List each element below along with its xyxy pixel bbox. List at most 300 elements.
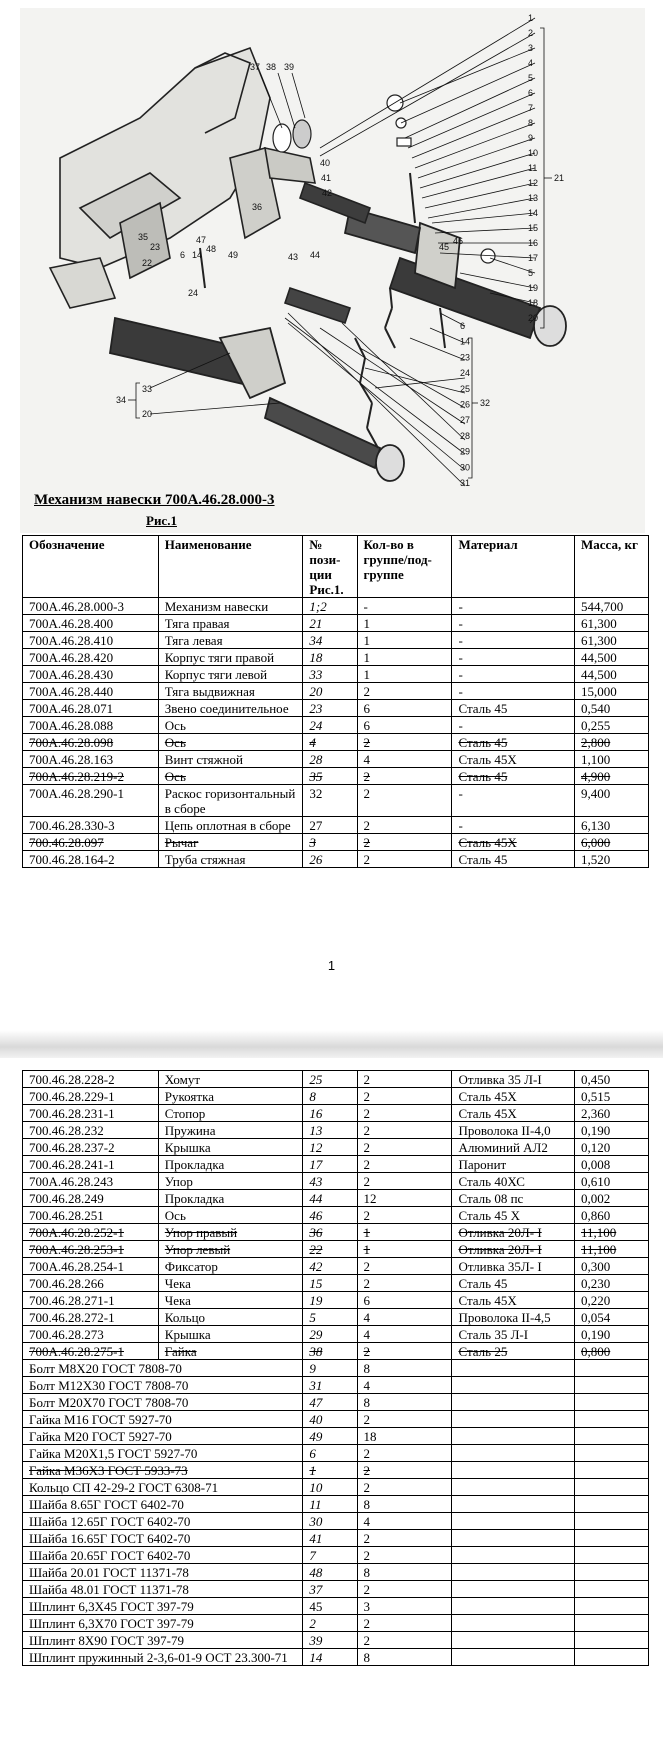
- cell-material: Сталь 45: [452, 700, 575, 717]
- cell-mass: 0,120: [575, 1139, 649, 1156]
- cell-quantity: 2: [357, 1139, 452, 1156]
- cell-code: 700А.46.28.410: [23, 632, 159, 649]
- cell-name: Цепь оплотная в сборе: [158, 817, 303, 834]
- cell-name: Упор правый: [158, 1224, 303, 1241]
- cell-material: Сталь 45Х: [452, 751, 575, 768]
- cell-position: 37: [303, 1581, 357, 1598]
- cell-position: 6: [303, 1445, 357, 1462]
- cell-position: 15: [303, 1275, 357, 1292]
- cell-code: 700.46.28.232: [23, 1122, 159, 1139]
- table-row: [23, 1139, 649, 1156]
- cell-name: Шплинт 6,3Х70 ГОСТ 397-79: [23, 1615, 303, 1632]
- callout-label: 39: [284, 62, 295, 72]
- assembly-drawing: [20, 8, 645, 533]
- cell-quantity: 2: [357, 1105, 452, 1122]
- cell-material: Сталь 45 Х: [452, 1207, 575, 1224]
- cell-position: 41: [303, 1530, 357, 1547]
- callout-label: 17: [528, 253, 539, 263]
- cell-position: 31: [303, 1377, 357, 1394]
- cell-name: Шайба 48.01 ГОСТ 11371-78: [23, 1581, 303, 1598]
- cell-material: Алюминий АЛ2: [452, 1139, 575, 1156]
- cell-name: Кольцо: [158, 1309, 303, 1326]
- cell-position: 33: [303, 666, 357, 683]
- cell-mass: [575, 1530, 649, 1547]
- cell-code: 700.46.28.249: [23, 1190, 159, 1207]
- cell-mass: 0,800: [575, 1343, 649, 1360]
- cell-code: 700А.46.28.000-3: [23, 598, 159, 615]
- cell-quantity: 4: [357, 1377, 452, 1394]
- table-row: [23, 785, 649, 817]
- cell-name: Шплинт 8Х90 ГОСТ 397-79: [23, 1632, 303, 1649]
- callout-label: 44: [310, 250, 321, 260]
- cell-mass: [575, 1462, 649, 1479]
- table-row: [23, 1224, 649, 1241]
- cell-quantity: 2: [357, 1632, 452, 1649]
- header-quantity: Кол-во в группе/под-группе: [357, 536, 452, 598]
- table-row: [23, 851, 649, 868]
- callout-label: 34: [116, 395, 127, 405]
- cell-material: [452, 1479, 575, 1496]
- cell-position: 8: [303, 1088, 357, 1105]
- cell-material: -: [452, 598, 575, 615]
- cell-quantity: 4: [357, 1326, 452, 1343]
- cell-quantity: 4: [357, 1309, 452, 1326]
- cell-quantity: 1: [357, 666, 452, 683]
- cell-material: -: [452, 666, 575, 683]
- table-row: [23, 734, 649, 751]
- cell-name: Пружина: [158, 1122, 303, 1139]
- table-row: [23, 717, 649, 734]
- cell-code: 700А.46.28.275-1: [23, 1343, 159, 1360]
- cell-material: -: [452, 632, 575, 649]
- cell-mass: 61,300: [575, 632, 649, 649]
- table-row: [23, 1207, 649, 1224]
- cell-quantity: 1: [357, 1241, 452, 1258]
- callout-label: 26: [460, 399, 471, 410]
- cell-quantity: 1: [357, 1224, 452, 1241]
- callout-label: 1: [528, 13, 534, 23]
- cell-position: 38: [303, 1343, 357, 1360]
- cell-name: Рукоятка: [158, 1088, 303, 1105]
- callout-label: 6: [180, 250, 186, 260]
- cell-code: 700А.46.28.219-2: [23, 768, 159, 785]
- table-row: [23, 598, 649, 615]
- cell-name: Шплинт 6,3Х45 ГОСТ 397-79: [23, 1598, 303, 1615]
- cell-code: 700А.46.28.071: [23, 700, 159, 717]
- callout-label: 30: [460, 462, 471, 473]
- cell-code: 700А.46.28.420: [23, 649, 159, 666]
- cell-mass: [575, 1649, 649, 1666]
- callout-label: 12: [528, 178, 539, 188]
- parts-table-page-1: [22, 535, 649, 868]
- cell-material: [452, 1377, 575, 1394]
- callout-label: 20: [528, 313, 539, 323]
- cell-quantity: 2: [357, 1615, 452, 1632]
- callout-label: 14: [192, 250, 203, 260]
- cell-material: Сталь 45: [452, 851, 575, 868]
- cell-quantity: 2: [357, 834, 452, 851]
- cell-code: 700.46.28.271-1: [23, 1292, 159, 1309]
- cell-code: 700А.46.28.098: [23, 734, 159, 751]
- cell-mass: 2,360: [575, 1105, 649, 1122]
- cell-quantity: 2: [357, 768, 452, 785]
- cell-quantity: 12: [357, 1190, 452, 1207]
- cell-quantity: 2: [357, 1530, 452, 1547]
- cell-name: Винт стяжной: [158, 751, 303, 768]
- cell-material: Сталь 08 пс: [452, 1190, 575, 1207]
- cell-name: Тяга выдвижная: [158, 683, 303, 700]
- cell-name: Шайба 16.65Г ГОСТ 6402-70: [23, 1530, 303, 1547]
- table-row: [23, 1496, 649, 1513]
- table-row: [23, 834, 649, 851]
- cell-position: 49: [303, 1428, 357, 1445]
- callout-label: 37: [250, 62, 261, 72]
- callout-label: 13: [528, 193, 539, 203]
- table-row: [23, 1411, 649, 1428]
- cell-mass: 4,900: [575, 768, 649, 785]
- table-row: [23, 1173, 649, 1190]
- cell-mass: [575, 1581, 649, 1598]
- cell-position: 17: [303, 1156, 357, 1173]
- cell-material: Сталь 45Х: [452, 1105, 575, 1122]
- table-row: [23, 1530, 649, 1547]
- cell-material: [452, 1547, 575, 1564]
- callout-label: 46: [453, 236, 464, 246]
- cell-quantity: 2: [357, 785, 452, 817]
- cell-material: [452, 1530, 575, 1547]
- cell-code: 700.46.28.273: [23, 1326, 159, 1343]
- cell-material: -: [452, 615, 575, 632]
- cell-name: Тяга левая: [158, 632, 303, 649]
- cell-quantity: 2: [357, 1156, 452, 1173]
- table-row: [23, 1343, 649, 1360]
- table-row: [23, 751, 649, 768]
- table-row: [23, 1428, 649, 1445]
- cell-material: Сталь 45Х: [452, 1088, 575, 1105]
- cell-quantity: 4: [357, 751, 452, 768]
- callout-label: 4: [528, 58, 534, 68]
- cell-position: 13: [303, 1122, 357, 1139]
- cell-quantity: 1: [357, 615, 452, 632]
- cell-quantity: 2: [357, 851, 452, 868]
- cell-quantity: 2: [357, 1411, 452, 1428]
- cell-quantity: 8: [357, 1394, 452, 1411]
- cell-name: Корпус тяги левой: [158, 666, 303, 683]
- callout-label: 23: [150, 242, 161, 252]
- cell-position: 24: [303, 717, 357, 734]
- callout-label: 6: [528, 88, 534, 98]
- cell-name: Кольцо СП 42-29-2 ГОСТ 6308-71: [23, 1479, 303, 1496]
- cell-name: Стопор: [158, 1105, 303, 1122]
- cell-material: Сталь 40ХС: [452, 1173, 575, 1190]
- cell-material: Сталь 35 Л-I: [452, 1326, 575, 1343]
- cell-name: Прокладка: [158, 1190, 303, 1207]
- table-row: [23, 1615, 649, 1632]
- cell-mass: 544,700: [575, 598, 649, 615]
- cell-code: 700.46.28.231-1: [23, 1105, 159, 1122]
- table-row: [23, 1394, 649, 1411]
- cell-name: Гайка М20 ГОСТ 5927-70: [23, 1428, 303, 1445]
- cell-quantity: 2: [357, 1462, 452, 1479]
- callout-label: 5: [528, 73, 534, 83]
- cell-name: Фиксатор: [158, 1258, 303, 1275]
- cell-position: 7: [303, 1547, 357, 1564]
- cell-quantity: 2: [357, 1479, 452, 1496]
- cell-mass: [575, 1360, 649, 1377]
- cell-material: Отливка 35Л- I: [452, 1258, 575, 1275]
- table-row: [23, 1326, 649, 1343]
- cell-material: Отливка 20Л- I: [452, 1241, 575, 1258]
- table-row: [23, 683, 649, 700]
- cell-quantity: 2: [357, 1173, 452, 1190]
- callout-label: 47: [196, 235, 207, 245]
- cell-position: 45: [303, 1598, 357, 1615]
- cell-mass: 6,130: [575, 817, 649, 834]
- cell-material: Проволока II-4,0: [452, 1122, 575, 1139]
- cell-code: 700А.46.28.440: [23, 683, 159, 700]
- cell-material: Сталь 45: [452, 734, 575, 751]
- cell-name: Хомут: [158, 1071, 303, 1088]
- cell-position: 10: [303, 1479, 357, 1496]
- cell-name: Чека: [158, 1292, 303, 1309]
- cell-material: [452, 1598, 575, 1615]
- cell-code: 700А.46.28.243: [23, 1173, 159, 1190]
- cell-position: 1;2: [303, 598, 357, 615]
- cell-name: Болт М12Х30 ГОСТ 7808-70: [23, 1377, 303, 1394]
- parts-table-page-2: [22, 1070, 649, 1666]
- cell-position: 48: [303, 1564, 357, 1581]
- cell-code: 700А.46.28.290-1: [23, 785, 159, 817]
- cell-position: 46: [303, 1207, 357, 1224]
- cell-quantity: 3: [357, 1598, 452, 1615]
- cell-material: [452, 1564, 575, 1581]
- cell-mass: [575, 1564, 649, 1581]
- cell-position: 29: [303, 1326, 357, 1343]
- cell-mass: 0,300: [575, 1258, 649, 1275]
- figure-caption: Рис.1: [146, 513, 177, 528]
- callout-label: 11: [528, 163, 538, 173]
- cell-mass: 6,000: [575, 834, 649, 851]
- cell-code: 700.46.28.097: [23, 834, 159, 851]
- cell-mass: [575, 1394, 649, 1411]
- callout-label: 20: [142, 409, 153, 419]
- page-separator: [0, 1030, 663, 1058]
- cell-mass: 44,500: [575, 649, 649, 666]
- callout-label: 32: [480, 398, 491, 408]
- cell-name: Корпус тяги правой: [158, 649, 303, 666]
- cell-code: 700А.46.28.088: [23, 717, 159, 734]
- callout-label: 10: [528, 148, 539, 158]
- cell-name: Гайка М20Х1,5 ГОСТ 5927-70: [23, 1445, 303, 1462]
- cell-name: Чека: [158, 1275, 303, 1292]
- table-row: [23, 1564, 649, 1581]
- callout-label: 23: [460, 352, 471, 363]
- cell-material: [452, 1513, 575, 1530]
- cell-code: 700.46.28.229-1: [23, 1088, 159, 1105]
- callout-label: 31: [460, 478, 471, 488]
- table-row: [23, 817, 649, 834]
- cell-code: 700.46.28.241-1: [23, 1156, 159, 1173]
- callout-label: 27: [460, 415, 471, 426]
- cell-material: [452, 1428, 575, 1445]
- cell-position: 22: [303, 1241, 357, 1258]
- callout-label: 5: [528, 268, 534, 278]
- cell-mass: 0,230: [575, 1275, 649, 1292]
- callout-label: 14: [460, 336, 471, 347]
- callout-label: 38: [266, 62, 277, 72]
- cell-material: Проволока II-4,5: [452, 1309, 575, 1326]
- cell-name: Шайба 20.01 ГОСТ 11371-78: [23, 1564, 303, 1581]
- cell-quantity: 2: [357, 1258, 452, 1275]
- cell-position: 40: [303, 1411, 357, 1428]
- cell-position: 25: [303, 1071, 357, 1088]
- cell-position: 11: [303, 1496, 357, 1513]
- cell-quantity: 8: [357, 1564, 452, 1581]
- cell-code: 700.46.28.266: [23, 1275, 159, 1292]
- table-header-row: [23, 536, 649, 598]
- cell-position: 36: [303, 1224, 357, 1241]
- cell-position: 30: [303, 1513, 357, 1530]
- cell-mass: 9,400: [575, 785, 649, 817]
- cell-name: Крышка: [158, 1326, 303, 1343]
- cell-name: Раскос горизонтальный в сборе: [158, 785, 303, 817]
- header-code: Обозначение: [23, 536, 159, 598]
- table-row: [23, 1547, 649, 1564]
- table-row: [23, 1581, 649, 1598]
- cell-position: 39: [303, 1632, 357, 1649]
- cell-name: Гайка М36Х3 ГОСТ 5933-73: [23, 1462, 303, 1479]
- cell-quantity: 6: [357, 1292, 452, 1309]
- cell-mass: [575, 1496, 649, 1513]
- table-row: [23, 1309, 649, 1326]
- cell-mass: [575, 1598, 649, 1615]
- cell-quantity: 2: [357, 1343, 452, 1360]
- cell-material: Паронит: [452, 1156, 575, 1173]
- cell-code: 700.46.28.164-2: [23, 851, 159, 868]
- cell-position: 28: [303, 751, 357, 768]
- cell-mass: 0,008: [575, 1156, 649, 1173]
- callout-label: 36: [252, 202, 263, 212]
- table-row: [23, 1258, 649, 1275]
- cell-position: 19: [303, 1292, 357, 1309]
- cell-code: 700.46.28.228-2: [23, 1071, 159, 1088]
- cell-position: 34: [303, 632, 357, 649]
- cell-mass: 0,860: [575, 1207, 649, 1224]
- cell-material: [452, 1581, 575, 1598]
- table-row: [23, 1190, 649, 1207]
- cell-position: 4: [303, 734, 357, 751]
- callout-label: 18: [528, 298, 539, 308]
- cell-code: 700.46.28.272-1: [23, 1309, 159, 1326]
- callout-label: 40: [320, 158, 331, 168]
- callout-label: 19: [528, 283, 539, 293]
- cell-mass: 0,190: [575, 1122, 649, 1139]
- cell-position: 20: [303, 683, 357, 700]
- cell-quantity: -: [357, 598, 452, 615]
- cell-quantity: 2: [357, 683, 452, 700]
- cell-name: Рычаг: [158, 834, 303, 851]
- cell-name: Шайба 8.65Г ГОСТ 6402-70: [23, 1496, 303, 1513]
- cell-name: Ось: [158, 768, 303, 785]
- cell-quantity: 8: [357, 1360, 452, 1377]
- table-row: [23, 1649, 649, 1666]
- cell-name: Шайба 12.65Г ГОСТ 6402-70: [23, 1513, 303, 1530]
- callout-label: 48: [206, 244, 217, 254]
- cell-material: -: [452, 717, 575, 734]
- cell-position: 2: [303, 1615, 357, 1632]
- callout-label: 24: [460, 368, 471, 379]
- page-number: 1: [327, 958, 336, 973]
- cell-position: 43: [303, 1173, 357, 1190]
- cell-quantity: 2: [357, 1071, 452, 1088]
- cell-mass: [575, 1377, 649, 1394]
- cell-material: [452, 1496, 575, 1513]
- cell-position: 44: [303, 1190, 357, 1207]
- callout-label: 28: [460, 430, 471, 441]
- cell-quantity: 8: [357, 1649, 452, 1666]
- cell-name: Ось: [158, 1207, 303, 1224]
- cell-material: [452, 1615, 575, 1632]
- callout-label: 24: [188, 288, 199, 298]
- cell-material: Сталь 25: [452, 1343, 575, 1360]
- cell-name: Прокладка: [158, 1156, 303, 1173]
- cell-name: Болт М20Х70 ГОСТ 7808-70: [23, 1394, 303, 1411]
- cell-position: 3: [303, 834, 357, 851]
- cell-quantity: 6: [357, 717, 452, 734]
- table-row: [23, 1513, 649, 1530]
- header-material: Материал: [452, 536, 575, 598]
- cell-mass: 2,800: [575, 734, 649, 751]
- table-row: [23, 1156, 649, 1173]
- cell-quantity: 1: [357, 632, 452, 649]
- cell-quantity: 2: [357, 1581, 452, 1598]
- cell-material: Сталь 45Х: [452, 834, 575, 851]
- cell-quantity: 2: [357, 1207, 452, 1224]
- cell-mass: [575, 1411, 649, 1428]
- callout-label: 7: [528, 103, 534, 113]
- table-row: [23, 768, 649, 785]
- callout-label: 16: [528, 238, 539, 248]
- frame-bracket: [50, 48, 280, 308]
- cell-mass: 0,054: [575, 1309, 649, 1326]
- cell-code: 700А.46.28.253-1: [23, 1241, 159, 1258]
- table-row: [23, 615, 649, 632]
- cell-code: 700.46.28.330-3: [23, 817, 159, 834]
- cell-mass: 11,100: [575, 1241, 649, 1258]
- table-row: [23, 632, 649, 649]
- cell-code: 700А.46.28.163: [23, 751, 159, 768]
- callout-label: 35: [138, 232, 149, 242]
- cell-mass: 0,610: [575, 1173, 649, 1190]
- cell-name: Крышка: [158, 1139, 303, 1156]
- cell-name: Звено соединительное: [158, 700, 303, 717]
- table-row: [23, 1445, 649, 1462]
- cell-material: [452, 1360, 575, 1377]
- header-position: № пози-ции Рис.1.: [303, 536, 357, 598]
- cell-position: 23: [303, 700, 357, 717]
- callout-label: 14: [528, 208, 539, 218]
- callout-label: 15: [528, 223, 539, 233]
- cell-quantity: 2: [357, 817, 452, 834]
- cell-mass: 11,100: [575, 1224, 649, 1241]
- cell-quantity: 18: [357, 1428, 452, 1445]
- callout-label: 49: [228, 250, 239, 260]
- cell-position: 1: [303, 1462, 357, 1479]
- cell-mass: [575, 1547, 649, 1564]
- cell-position: 47: [303, 1394, 357, 1411]
- cell-quantity: 4: [357, 1513, 452, 1530]
- cell-mass: 0,220: [575, 1292, 649, 1309]
